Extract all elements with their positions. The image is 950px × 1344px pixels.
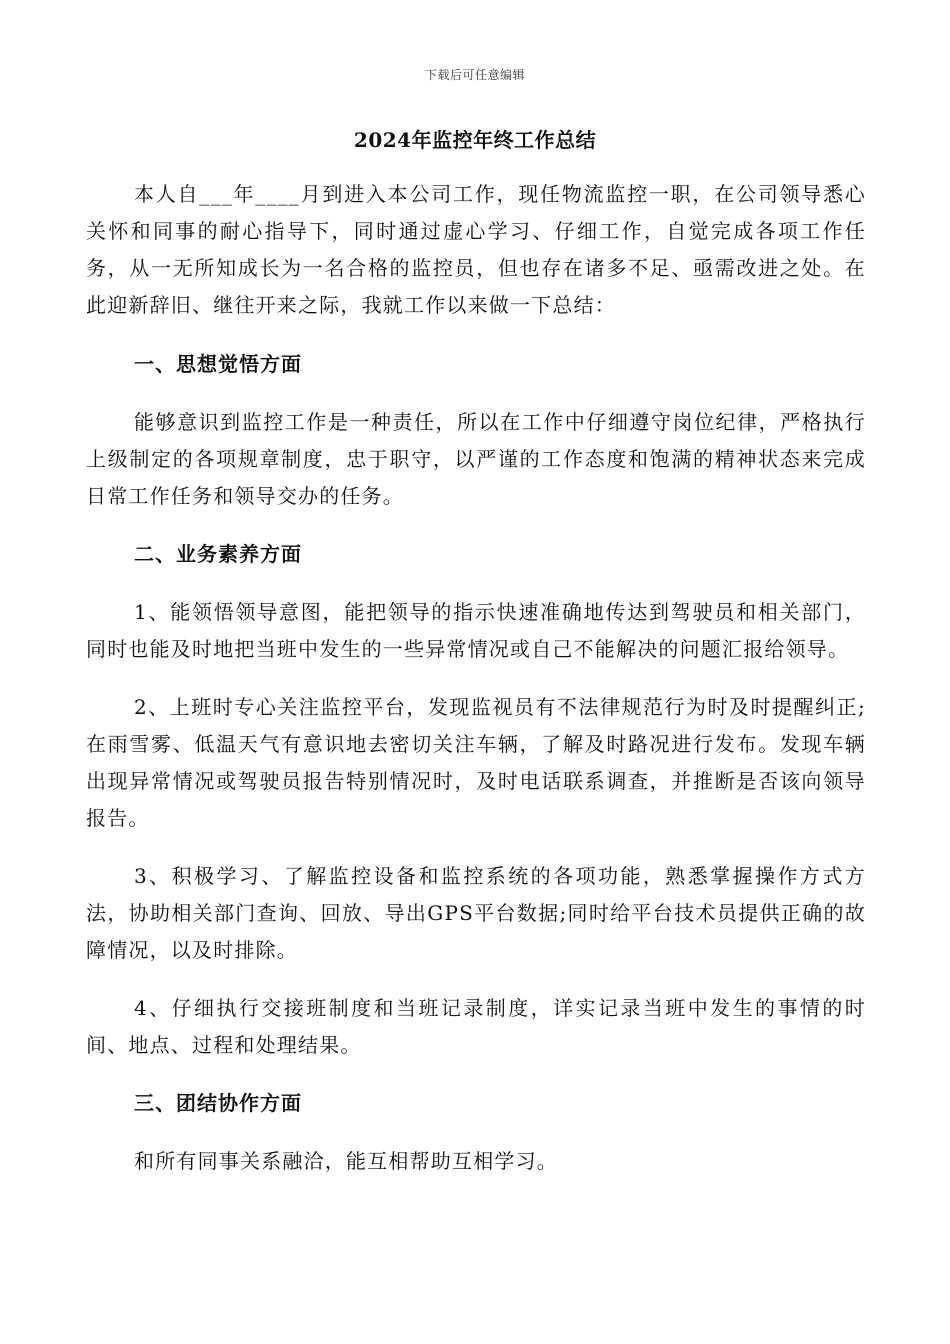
section-paragraph: 4、仔细执行交接班制度和当班记录制度，详实记录当班中发生的事情的时间、地点、过程和处理结果。 bbox=[86, 996, 866, 1057]
section-paragraph: 能够意识到监控工作是一种责任，所以在工作中仔细遵守岗位纪律，严格执行上级制定的各项规章制度，忠于职守，以严谨的工作态度和饱满的精神状态来完成日常工作任务和领导交办的任务。 bbox=[86, 410, 866, 508]
section-business bbox=[86, 536, 866, 1064]
section-ideology bbox=[86, 346, 866, 515]
section-teamwork bbox=[86, 1085, 866, 1180]
section-heading: 一、思想觉悟方面 bbox=[134, 352, 302, 376]
document-body bbox=[86, 176, 866, 1180]
section-heading: 三、团结协作方面 bbox=[134, 1091, 302, 1115]
header-note: 下载后可任意编辑 bbox=[424, 68, 525, 82]
section-paragraph: 1、能领悟领导意图，能把领导的指示快速准确地传达到驾驶员和相关部门，同时也能及时地把当班中发生的一些异常情况或自己不能解决的问题汇报给领导。 bbox=[86, 600, 866, 661]
document-title: 2024年监控年终工作总结 bbox=[353, 128, 597, 152]
section-paragraph: 和所有同事关系融洽，能互相帮助互相学习。 bbox=[134, 1149, 558, 1173]
section-paragraph: 3、积极学习、了解监控设备和监控系统的各项功能，熟悉掌握操作方式方法，协助相关部门查询、回放、导出GPS平台数据;同时给平台技术员提供正确的故障情况，以及时排除。 bbox=[86, 864, 866, 962]
intro-paragraph: 本人自___年____月到进入本公司工作，现任物流监控一职，在公司领导悉心关怀和同事的耐心指导下，同时通过虚心学习、仔细工作，自觉完成各项工作任务，从一无所知成长为一名合格的监控员，但也存在诸多不足、亟需改进之处。在此迎新辞旧、继往开来之际，我就工作以来做一下总结： bbox=[86, 182, 866, 317]
section-paragraph: 2、上班时专心关注监控平台，发现监视员有不法律规范行为时及时提醒纠正;在雨雪雾、低温天气有意识地去密切关注车辆，了解及时路况进行发布。发现车辆出现异常情况或驾驶员报告特别情况时，及时电话联系调查，并推断是否该向领导报告。 bbox=[86, 695, 866, 830]
section-heading: 二、业务素养方面 bbox=[134, 542, 302, 566]
